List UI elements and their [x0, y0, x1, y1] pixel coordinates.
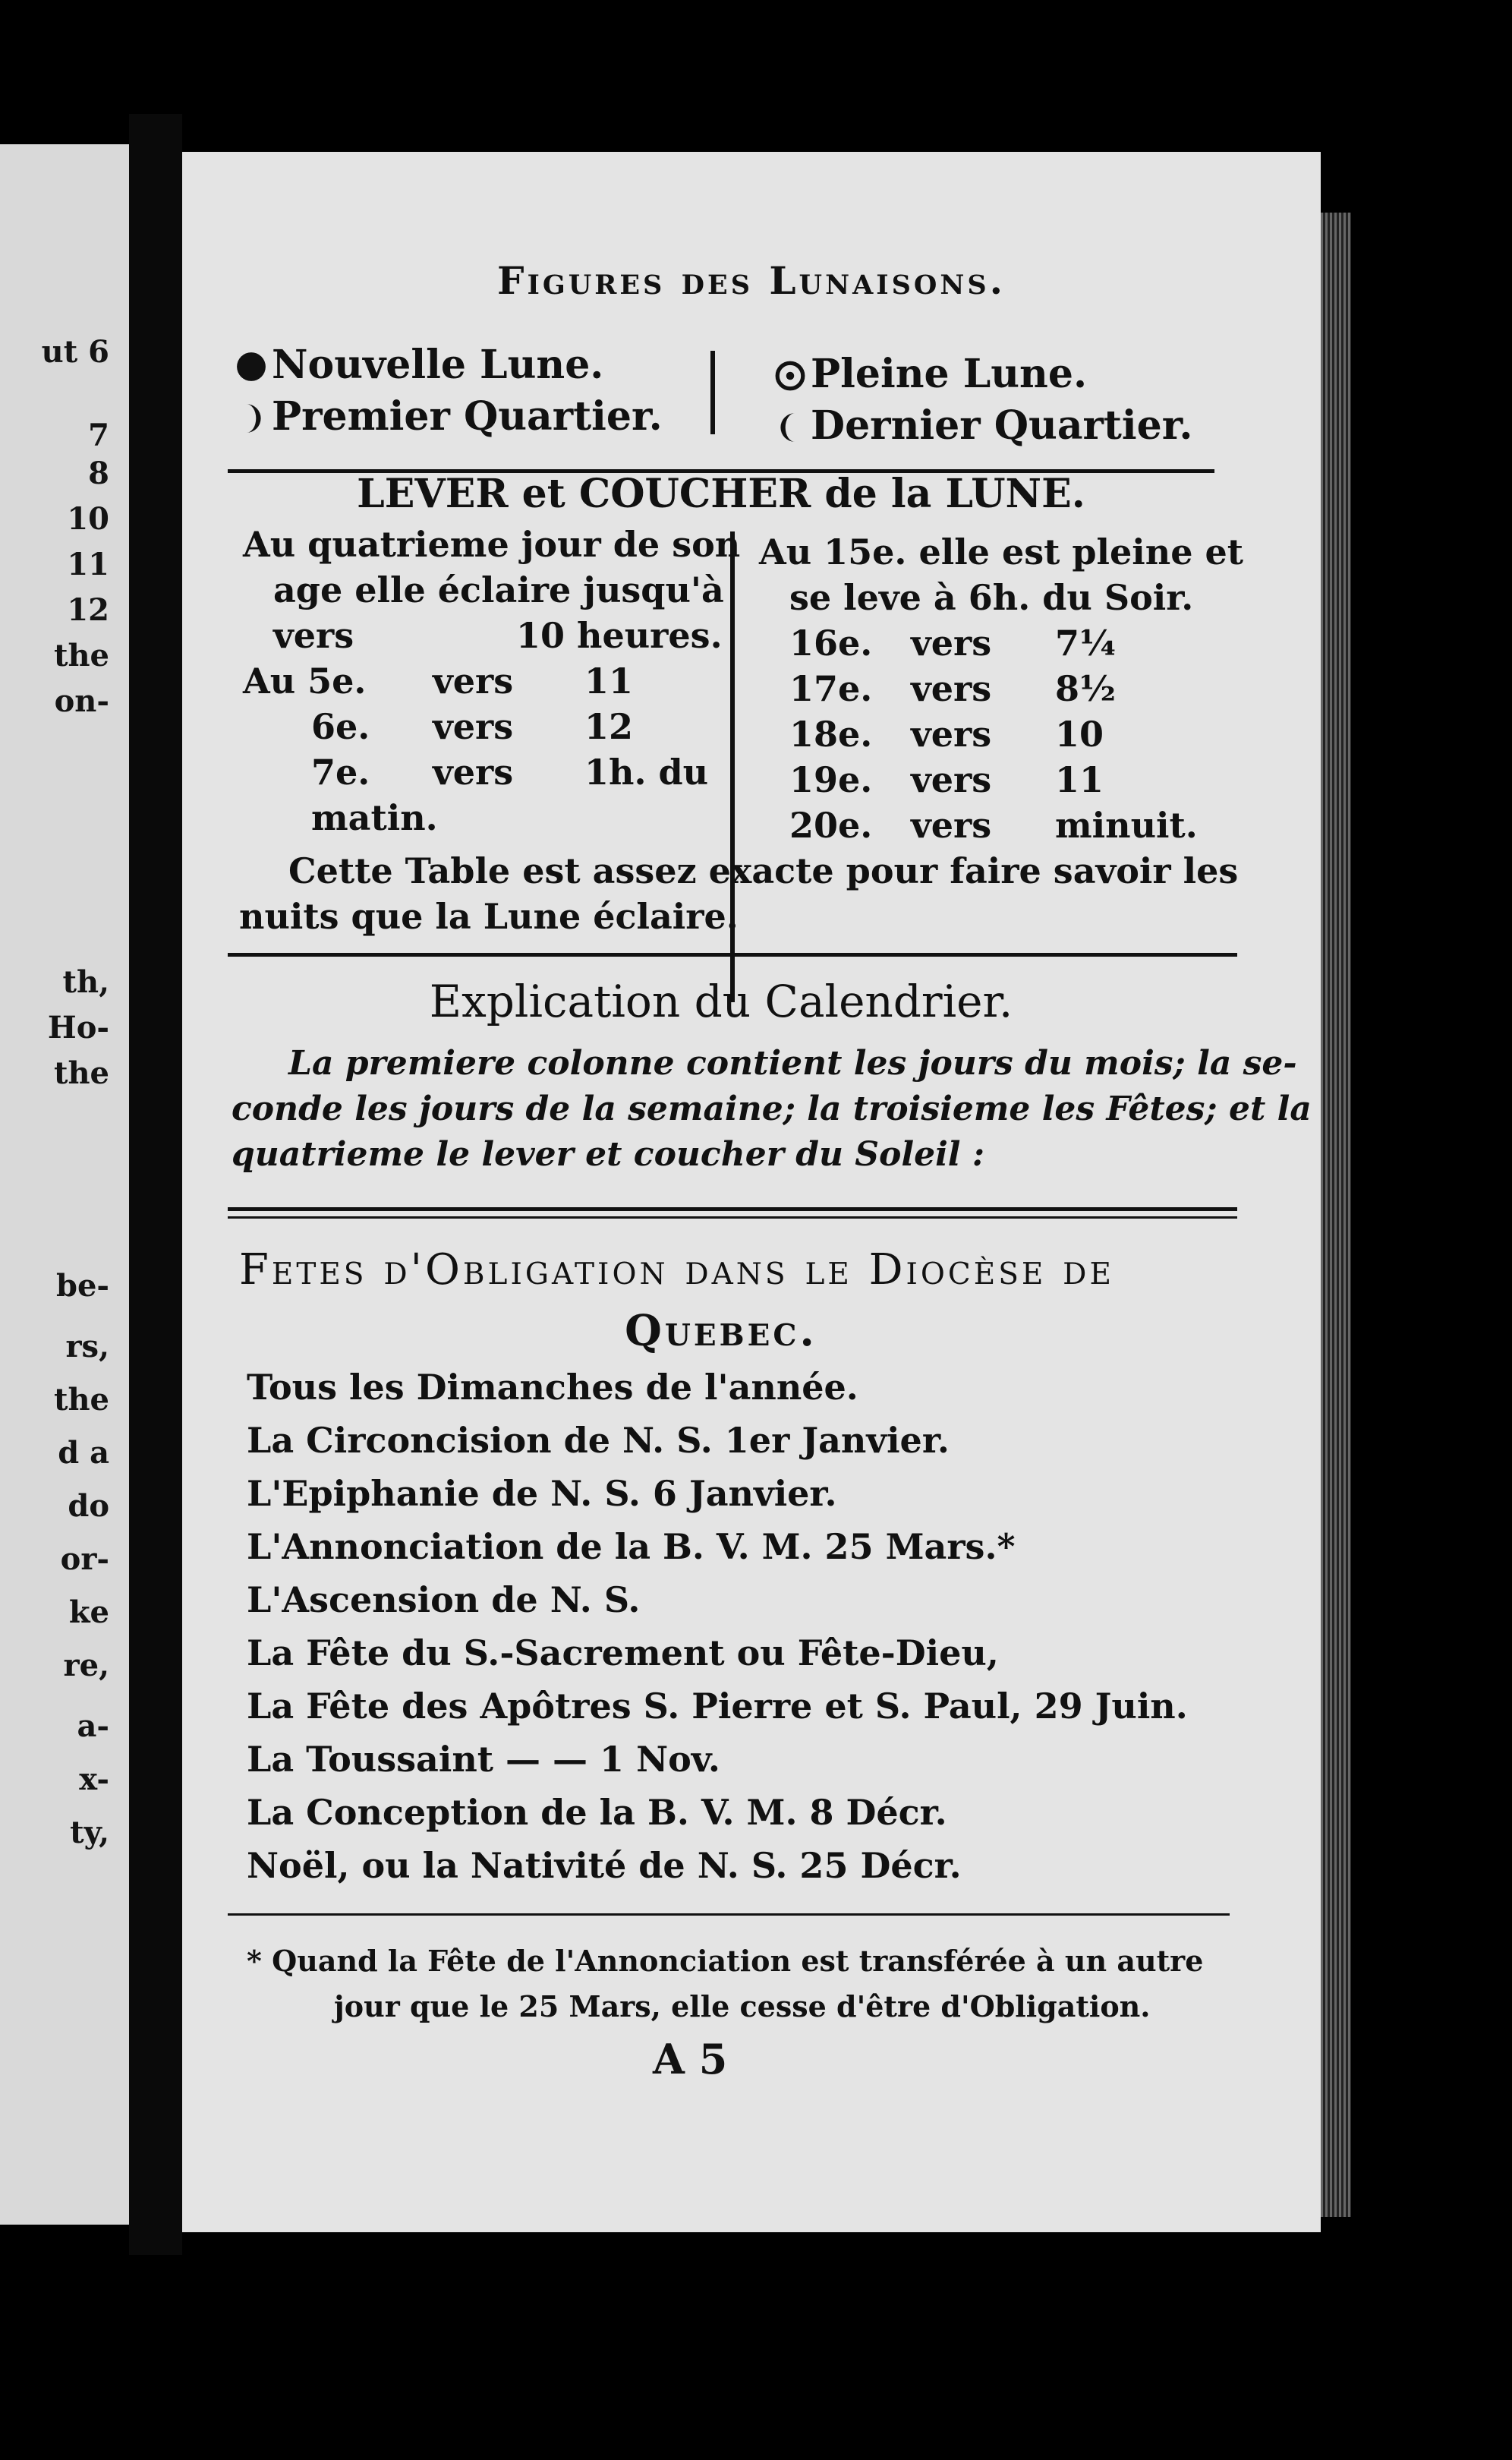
page-signature: A 5: [653, 2035, 728, 2083]
rule: [228, 1913, 1230, 1916]
left-page-fragment: on-: [54, 683, 109, 719]
left-facing-page: [0, 144, 129, 2225]
lever-left-line: matin.: [311, 797, 438, 838]
page-edge: [1321, 213, 1351, 2217]
left-page-fragment: be-: [55, 1268, 109, 1304]
explication-line: La premiere colonne contient les jours du mois; la se-: [288, 1044, 1297, 1083]
left-page-fragment: re,: [63, 1648, 109, 1683]
footnote-line: * Quand la Fête de l'Annonciation est transférée à un autre: [247, 1944, 1204, 1978]
last-quarter-icon: [774, 412, 806, 443]
explication-line: quatrieme le lever et coucher du Soleil :: [232, 1135, 985, 1174]
left-page-fragment: 11: [67, 547, 109, 582]
left-page-fragment: or-: [60, 1541, 109, 1577]
left-page-fragment: ut 6: [41, 334, 109, 370]
phase-label: Nouvelle Lune.: [272, 342, 604, 388]
lunaisons-title: Figures des Lunaisons.: [496, 258, 1006, 303]
lever-left-line: age elle éclaire jusqu'à: [273, 569, 724, 610]
left-page-fragment: 12: [67, 592, 109, 628]
lever-note: Cette Table est assez exacte pour faire savoir les: [288, 850, 1239, 891]
fete-item: La Conception de la B. V. M. 8 Décr.: [247, 1792, 947, 1833]
footnote-line: jour que le 25 Mars, elle cesse d'être d'Obligation.: [334, 1989, 1151, 2023]
fete-item: L'Ascension de N. S.: [247, 1579, 641, 1620]
phase-new-moon: [235, 342, 603, 388]
lever-right-line: Au 15e. elle est pleine et: [759, 531, 1244, 572]
explication-title: Explication du Calendrier.: [429, 976, 1013, 1027]
book-page: Figures des Lunaisons. Nouvelle Lune. Premier Quartier. Pleine Lune. Dernier Quartier. LEVER et COUCHER de la LUNE. Au quatrieme jour de son age elle éclaire jusqu'à vers 10 heures. Au 5e. vers 11 6e. vers 12 7e. vers 1h. du matin. Au 15e. elle est pleine et se leve à 6h. du Soir. 16e. vers 7¼ 17e. vers 8½ 18e. vers 10 19e. vers 11 20e. vers minuit. Cette Table est assez exacte pour faire savoir les nuits que la Lune éclaire. Explication du Calendrier. La premiere colonne contient les jours du mois; la se- conde les jours de la semaine; la troisieme les Fêtes; et la quatrieme le lever et coucher du Soleil : Fetes d'Obligation dans le Diocèse de Quebec. Tous les Dimanches de l'année. La Circoncision de N. S. 1er Janvier. L'Epiphanie de N. S. 6 Janvier. L'Annonciation de la B. V. M. 25 Mars.* L'Ascension de N. S. La Fête du S.-Sacrement ou Fête-Dieu, La Fête des Apôtres S. Pierre et S. Paul, 29 Juin. La Toussaint — — 1 Nov. La Conception de la B. V. M. 8 Décr. Noël, ou la Nativité de N. S. 25 Décr. * Quand la Fête de l'Annonciation est transférée à un autre jour que le 25 Mars, elle cesse d'être d'Obligation. A 5: [182, 152, 1321, 2232]
rule: [228, 953, 1237, 957]
lever-left-line: Au quatrieme jour de son: [243, 524, 741, 565]
left-page-fragment: d a: [58, 1435, 109, 1471]
full-moon-icon: [774, 360, 806, 392]
left-page-fragment: the: [53, 1382, 109, 1418]
left-page-fragment: do: [68, 1488, 109, 1524]
left-page-fragment: Ho-: [47, 1010, 109, 1046]
phase-last-quarter: [774, 402, 1193, 449]
fete-item: Tous les Dimanches de l'année.: [247, 1367, 858, 1408]
lever-title: LEVER et COUCHER de la LUNE.: [357, 471, 1085, 517]
book-gutter: [129, 114, 182, 2255]
fete-item: La Fête du S.-Sacrement ou Fête-Dieu,: [247, 1632, 999, 1673]
lever-right-line: se leve à 6h. du Soir.: [789, 577, 1194, 618]
left-page-fragment: rs,: [65, 1329, 109, 1364]
phase-divider: [710, 351, 715, 434]
left-page-fragment: ty,: [70, 1815, 109, 1850]
left-page-fragment: 7: [88, 418, 109, 453]
fete-item: La Circoncision de N. S. 1er Janvier.: [247, 1420, 950, 1461]
fetes-title-line2: Quebec.: [625, 1306, 817, 1356]
phase-label: Pleine Lune.: [811, 351, 1088, 397]
lever-note: nuits que la Lune éclaire.: [239, 896, 739, 937]
left-page-fragment: x-: [79, 1761, 109, 1797]
new-moon-icon: [235, 351, 267, 383]
fete-item: La Toussaint — — 1 Nov.: [247, 1739, 720, 1780]
left-page-fragment: the: [53, 638, 109, 673]
fete-item: L'Annonciation de la B. V. M. 25 Mars.*: [247, 1526, 1016, 1567]
phase-full-moon: [774, 351, 1087, 397]
left-page-fragment: a-: [77, 1708, 109, 1744]
left-page-fragment: 8: [88, 456, 109, 491]
phase-label: Dernier Quartier.: [811, 402, 1193, 449]
left-page-fragment: 10: [67, 501, 109, 537]
fete-item: La Fête des Apôtres S. Pierre et S. Paul, 29 Juin.: [247, 1686, 1188, 1727]
rule: [228, 1216, 1237, 1219]
lever-left-line: vers 10 heures.: [273, 615, 723, 656]
explication-line: conde les jours de la semaine; la troisieme les Fêtes; et la: [232, 1090, 1312, 1128]
rule: [228, 1207, 1237, 1211]
phase-first-quarter: [235, 393, 663, 440]
phase-label: Premier Quartier.: [272, 393, 663, 440]
fetes-title: Fetes d'Obligation dans le Diocèse de: [239, 1245, 1114, 1295]
left-page-fragment: th,: [62, 964, 109, 1000]
fete-item: Noël, ou la Nativité de N. S. 25 Décr.: [247, 1845, 962, 1886]
fete-item: L'Epiphanie de N. S. 6 Janvier.: [247, 1473, 837, 1514]
left-page-fragment: ke: [68, 1594, 109, 1630]
first-quarter-icon: [235, 402, 267, 434]
left-page-fragment: the: [53, 1055, 109, 1091]
